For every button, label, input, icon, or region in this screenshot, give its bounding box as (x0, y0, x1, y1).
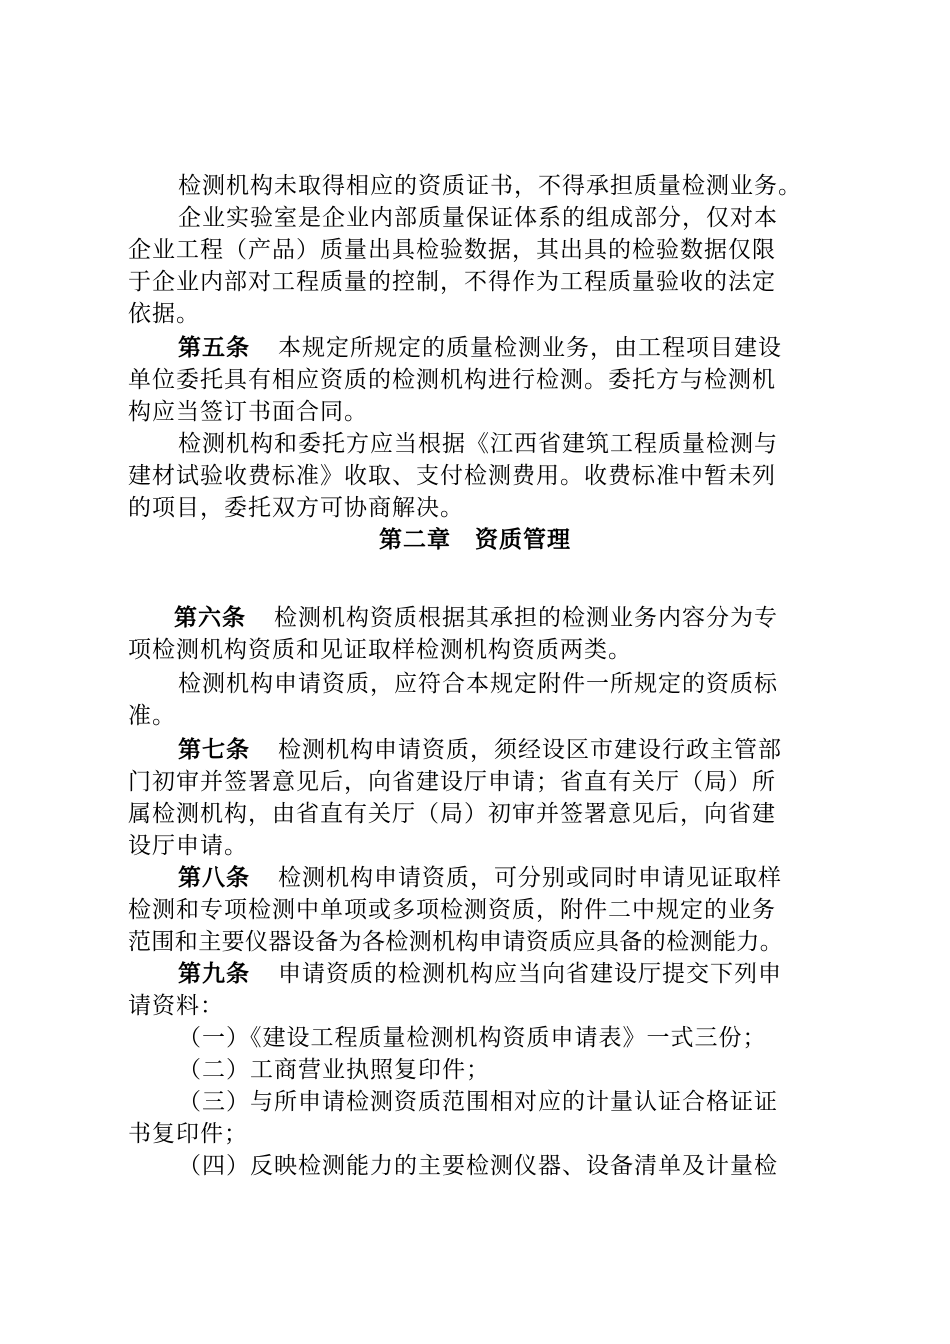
paragraph-line: 书复印件； (128, 1121, 248, 1147)
article-heading: 第六条 (174, 605, 246, 631)
article-text: 检测机构申请资质，可分别或同时申请见证取样 (278, 865, 782, 891)
paragraph-line: 单位委托具有相应资质的检测机构进行检测。委托方与检测机 (128, 367, 776, 393)
list-item: （二）工商营业执照复印件； (178, 1057, 490, 1083)
paragraph-line: 请资料： (128, 993, 224, 1019)
article-text: 申请资质的检测机构应当向省建设厅提交下列申 (278, 961, 782, 987)
list-item: （三）与所申请检测资质范围相对应的计量认证合格证证 (178, 1089, 778, 1115)
paragraph-line: 检测和专项检测中单项或多项检测资质，附件二中规定的业务 (128, 897, 776, 923)
list-item: （一）《建设工程质量检测机构资质申请表》一式三份； (178, 1025, 767, 1051)
article-heading: 第五条 (178, 335, 250, 361)
paragraph-line: 企业实验室是企业内部质量保证体系的组成部分，仅对本 (178, 205, 778, 231)
chapter-heading: 第二章 资质管理 (379, 527, 571, 553)
paragraph-line: 准。 (128, 703, 176, 729)
paragraph-line: 检测机构申请资质，应符合本规定附件一所规定的资质标 (178, 671, 778, 697)
paragraph-line: 构应当签订书面合同。 (128, 399, 368, 425)
paragraph-line: 项检测机构资质和见证取样检测机构资质两类。 (128, 637, 632, 663)
article-heading: 第八条 (178, 865, 250, 891)
article-heading: 第七条 (178, 737, 250, 763)
paragraph-line: 属检测机构，由省直有关厅（局）初审并签署意见后，向省建 (128, 801, 776, 827)
article-6-line (174, 602, 824, 634)
article-text: 检测机构资质根据其承担的检测业务内容分为专 (274, 605, 778, 631)
article-9-line (178, 958, 828, 990)
paragraph-line: 于企业内部对工程质量的控制，不得作为工程质量验收的法定 (128, 269, 776, 295)
article-7-line (178, 734, 828, 766)
list-item: （四）反映检测能力的主要检测仪器、设备清单及计量检 (178, 1153, 778, 1179)
article-heading: 第九条 (178, 961, 250, 987)
article-text: 本规定所规定的质量检测业务，由工程项目建设 (278, 335, 782, 361)
article-text: 检测机构申请资质，须经设区市建设行政主管部 (278, 737, 782, 763)
paragraph-line: 范围和主要仪器设备为各检测机构申请资质应具备的检测能力。 (128, 929, 784, 955)
article-8-line (178, 862, 828, 894)
paragraph-line: 建材试验收费标准》收取、支付检测费用。收费标准中暂未列 (128, 463, 776, 489)
paragraph-line: 的项目，委托双方可协商解决。 (128, 495, 464, 521)
paragraph-line: 检测机构和委托方应当根据《江西省建筑工程质量检测与 (178, 431, 778, 457)
paragraph-line: 检测机构未取得相应的资质证书，不得承担质量检测业务。 (178, 173, 802, 199)
paragraph-line: 设厅申请。 (128, 833, 248, 859)
article-5-line (178, 332, 828, 364)
paragraph-line: 依据。 (128, 301, 200, 327)
paragraph-line: 门初审并签署意见后，向省建设厅申请；省直有关厅（局）所 (128, 769, 776, 795)
paragraph-line: 企业工程（产品）质量出具检验数据，其出具的检验数据仅限 (128, 237, 776, 263)
